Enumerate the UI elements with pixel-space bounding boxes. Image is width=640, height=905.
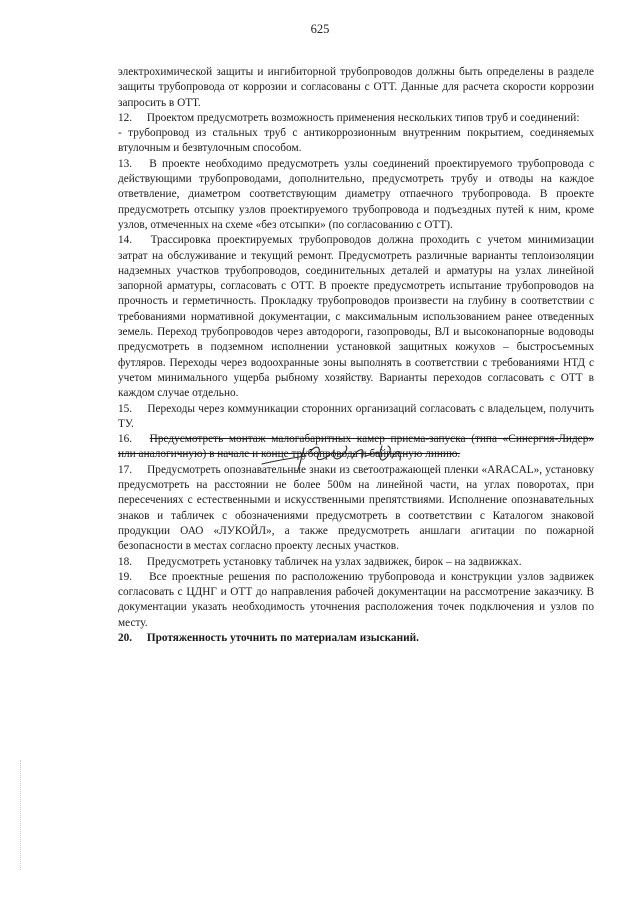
- paragraph-number: 13.: [118, 157, 133, 170]
- paragraph-text: Переходы через коммуникации сторонних организаций согласовать с владельцем, получить ТУ.: [118, 402, 595, 430]
- paragraph-number: 17.: [118, 463, 133, 476]
- paragraph-text: В проекте необходимо предусмотреть узлы соединений проектируемого трубопровода с действующими трубопроводами, дополнительно, предусмотреть трубу и отводы на каждое ответвление, диаметром соответствующим диаметру отпаечного трубопровода. В проекте предусмотреть отсыпку узлов проектируемого трубопровода и подъездных путей к ним, кроме узлов, отмеченных на схеме «без отсыпки» (по согласованию с ОТТ).: [118, 157, 594, 231]
- paragraph-18: [118, 555, 594, 570]
- paragraph-19: [118, 570, 594, 631]
- paragraph-number: 14.: [118, 234, 133, 247]
- paragraph-number: 18.: [118, 555, 133, 568]
- paragraph-13: [118, 157, 594, 233]
- paragraph-14: [118, 233, 594, 401]
- scan-margin-mark: [20, 760, 25, 870]
- paragraph-text: Предусмотреть опознавательные знаки из светоотражающей пленки «ARACAL», установку предусмотреть на расстоянии не более 500м на линейной части, на углах поворотах, при пересечениях с естественными и искусственными препятствиями. Исполнение опознавательных знаков и табличек с обозначениями предусмотреть в соответствии с Каталогом знаковой продукции ОАО «ЛУКОЙЛ», а также предусмотреть аншлаги агитации по пожарной безопасности в местах согласно проекту лесных участков.: [118, 463, 594, 553]
- paragraph-text: Предусмотреть установку табличек на узлах задвижек, бирок – на задвижках.: [146, 555, 522, 568]
- paragraph-16: [118, 432, 594, 463]
- paragraph-number: 16.: [118, 433, 133, 446]
- paragraph-12-dash-item: - трубопровод из стальных труб с антикоррозионным внутренним покрытием, соединяемых втулочным и безвтулочным способом.: [118, 127, 594, 155]
- paragraph-text-struck: Предусмотреть монтаж малогабаритных камер приема-запуска (типа «Синергия-Лидер» или аналогичную) в начале и конце трубопровода и байпасную линию.: [118, 433, 594, 461]
- paragraph-text: Трассировка проектируемых трубопроводов должна проходить с учетом минимизации затрат на обслуживание и текущий ремонт. Предусмотреть различные варианты теплоизоляции надземных участков трубопроводов, соединительных деталей и арматуры на узлах линейной запорной арматуры, согласовать с ОТТ. В проекте предусмотреть испытание трубопроводов на прочность и герметичность. Прокладку трубопроводов произвести на глубину в соответствии с требованиями нормативной документации, с максимальным использованием ранее отведенных земель. Переход трубопроводов через автодороги, газопроводы, ВЛ и высоконапорные водоводы предусмотреть в подземном исполнении установкой защитных кожухов – быстросъемных футляров. Переходы через водоохранные зоны выполнять в соответствии с требованиями НТД с учетом минимального ущерба рыбному хозяйству. Варианты переходов согласовать с ОТТ в каждом случае отдельно.: [118, 234, 594, 400]
- paragraph-20: [118, 631, 594, 646]
- paragraph-text: Протяженность уточнить по материалам изысканий.: [146, 631, 419, 644]
- paragraph-15: [118, 402, 594, 433]
- paragraph-text: Проектом предусмотреть возможность применения нескольких типов труб и соединений:: [146, 111, 580, 124]
- paragraph-text: Все проектные решения по расположению трубопровода и конструкции узлов задвижек согласовать с ЦДНГ и ОТТ до направления рабочей документации на рассмотрение заказчику. В документации указать необходимость уточнения расположения точек подключения и узлов по месту.: [118, 570, 594, 629]
- paragraph-number: 15.: [118, 402, 133, 415]
- document-body: [118, 65, 594, 646]
- paragraph-intro: электрохимической защиты и ингибиторной трубопроводов должны быть определены в разделе защиты трубопровода от коррозии и согласованы с ОТТ. Данные для расчета скорости коррозии запросить в ОТТ.: [118, 66, 594, 109]
- paragraph-number: 20.: [118, 631, 133, 644]
- page-number: 625: [310, 22, 330, 36]
- paragraph-12: [118, 111, 594, 126]
- paragraph-number: 12.: [118, 111, 133, 124]
- paragraph-17: [118, 463, 594, 555]
- paragraph-number: 19.: [118, 570, 133, 583]
